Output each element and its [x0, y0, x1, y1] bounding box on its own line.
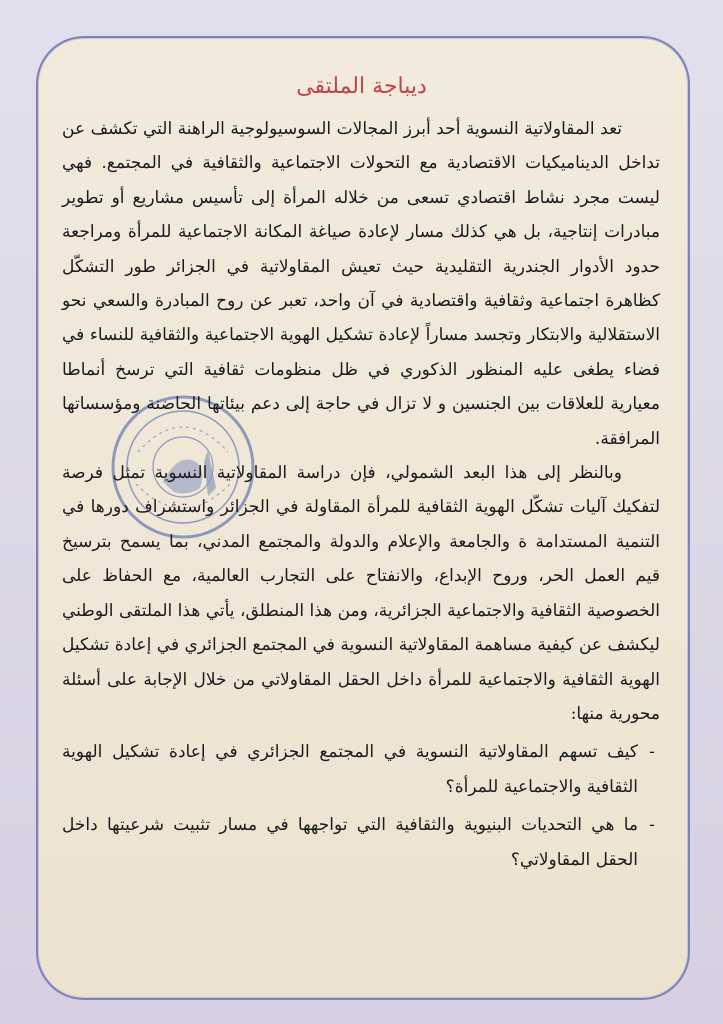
question-text: كيف تسهم المقاولاتية النسوية في المجتمع الجزائري في إعادة تشكيل الهوية الثقافية والاجتماعية للمرأة؟: [62, 742, 638, 797]
page-title: ديباجة الملتقى: [296, 74, 427, 99]
paragraph-intro: تعد المقاولاتية النسوية أحد أبرز المجالات السوسيولوجية الراهنة التي تكشف عن تداخل الديناميكيات الاقتصادية مع التحولات الاجتماعية والثقافية في المجتمع. فهي ليست مجرد نشاط اقتصادي تسعى من خلاله المرأة إلى تأسيس مشاريع أو تطوير مبادرات إنتاجية، بل هي كذلك مسار لإعادة صياغة المكانة الاجتماعية للمرأة ومراجعة حدود الأدوار الجندرية التقليدية حيث تعيش المقاولاتية في الجزائر طور التشكّل كظاهرة اجتماعية وثقافية واقتصادية في آن واحد، تعبر عن روح المبادرة والسعي نحو الاستقلالية والابتكار وتجسد مساراً لإعادة تشكيل الهوية الاجتماعية والثقافية للنساء في فضاء يطغى عليه المنظور الذكوري في ظل منظومات ثقافية التي ترسخ أنماطا معيارية للعلاقات بين الجنسين و لا تزال في حاجة إلى دعم بيئاتها الحاضنة ومؤسساتها المرافقة.: [62, 119, 660, 449]
question-list: [62, 735, 660, 877]
bullet-dash: -: [649, 742, 655, 763]
document-body: [62, 112, 660, 877]
paragraph-analysis: وبالنظر إلى هذا البعد الشمولي، فإن دراسة المقاولاتية النسوية تمثل فرصة لتفكيك آليات تشكّل الهوية الثقافية للمرأة المقاولة في الجزائر واستشراف دورها في التنمية المستدامة ة والجامعة والإعلام والدولة والمجتمع المدني، بما يسمح بترسيخ قيم العمل الحر، وروح الإبداع، والانفتاح على التجارب العالمية، مع الحفاظ على الخصوصية الثقافية والاجتماعية الجزائرية، ومن هذا المنطلق، يأتي هذا الملتقى الوطني ليكشف عن كيفية مساهمة المقاولاتية النسوية في المجتمع الجزائري في إعادة تشكيل الهوية الثقافية والاجتماعية للمرأة داخل الحقل المقاولاتي من خلال الإجابة على أسئلة محورية منها:: [62, 463, 660, 724]
question-text: ما هي التحديات البنيوية والثقافية التي تواجهها في مسار تثبيت شرعيتها داخل الحقل المقاولاتي؟: [62, 815, 638, 870]
list-item: [62, 735, 660, 804]
bullet-dash: -: [649, 815, 655, 836]
list-item: [62, 808, 660, 877]
